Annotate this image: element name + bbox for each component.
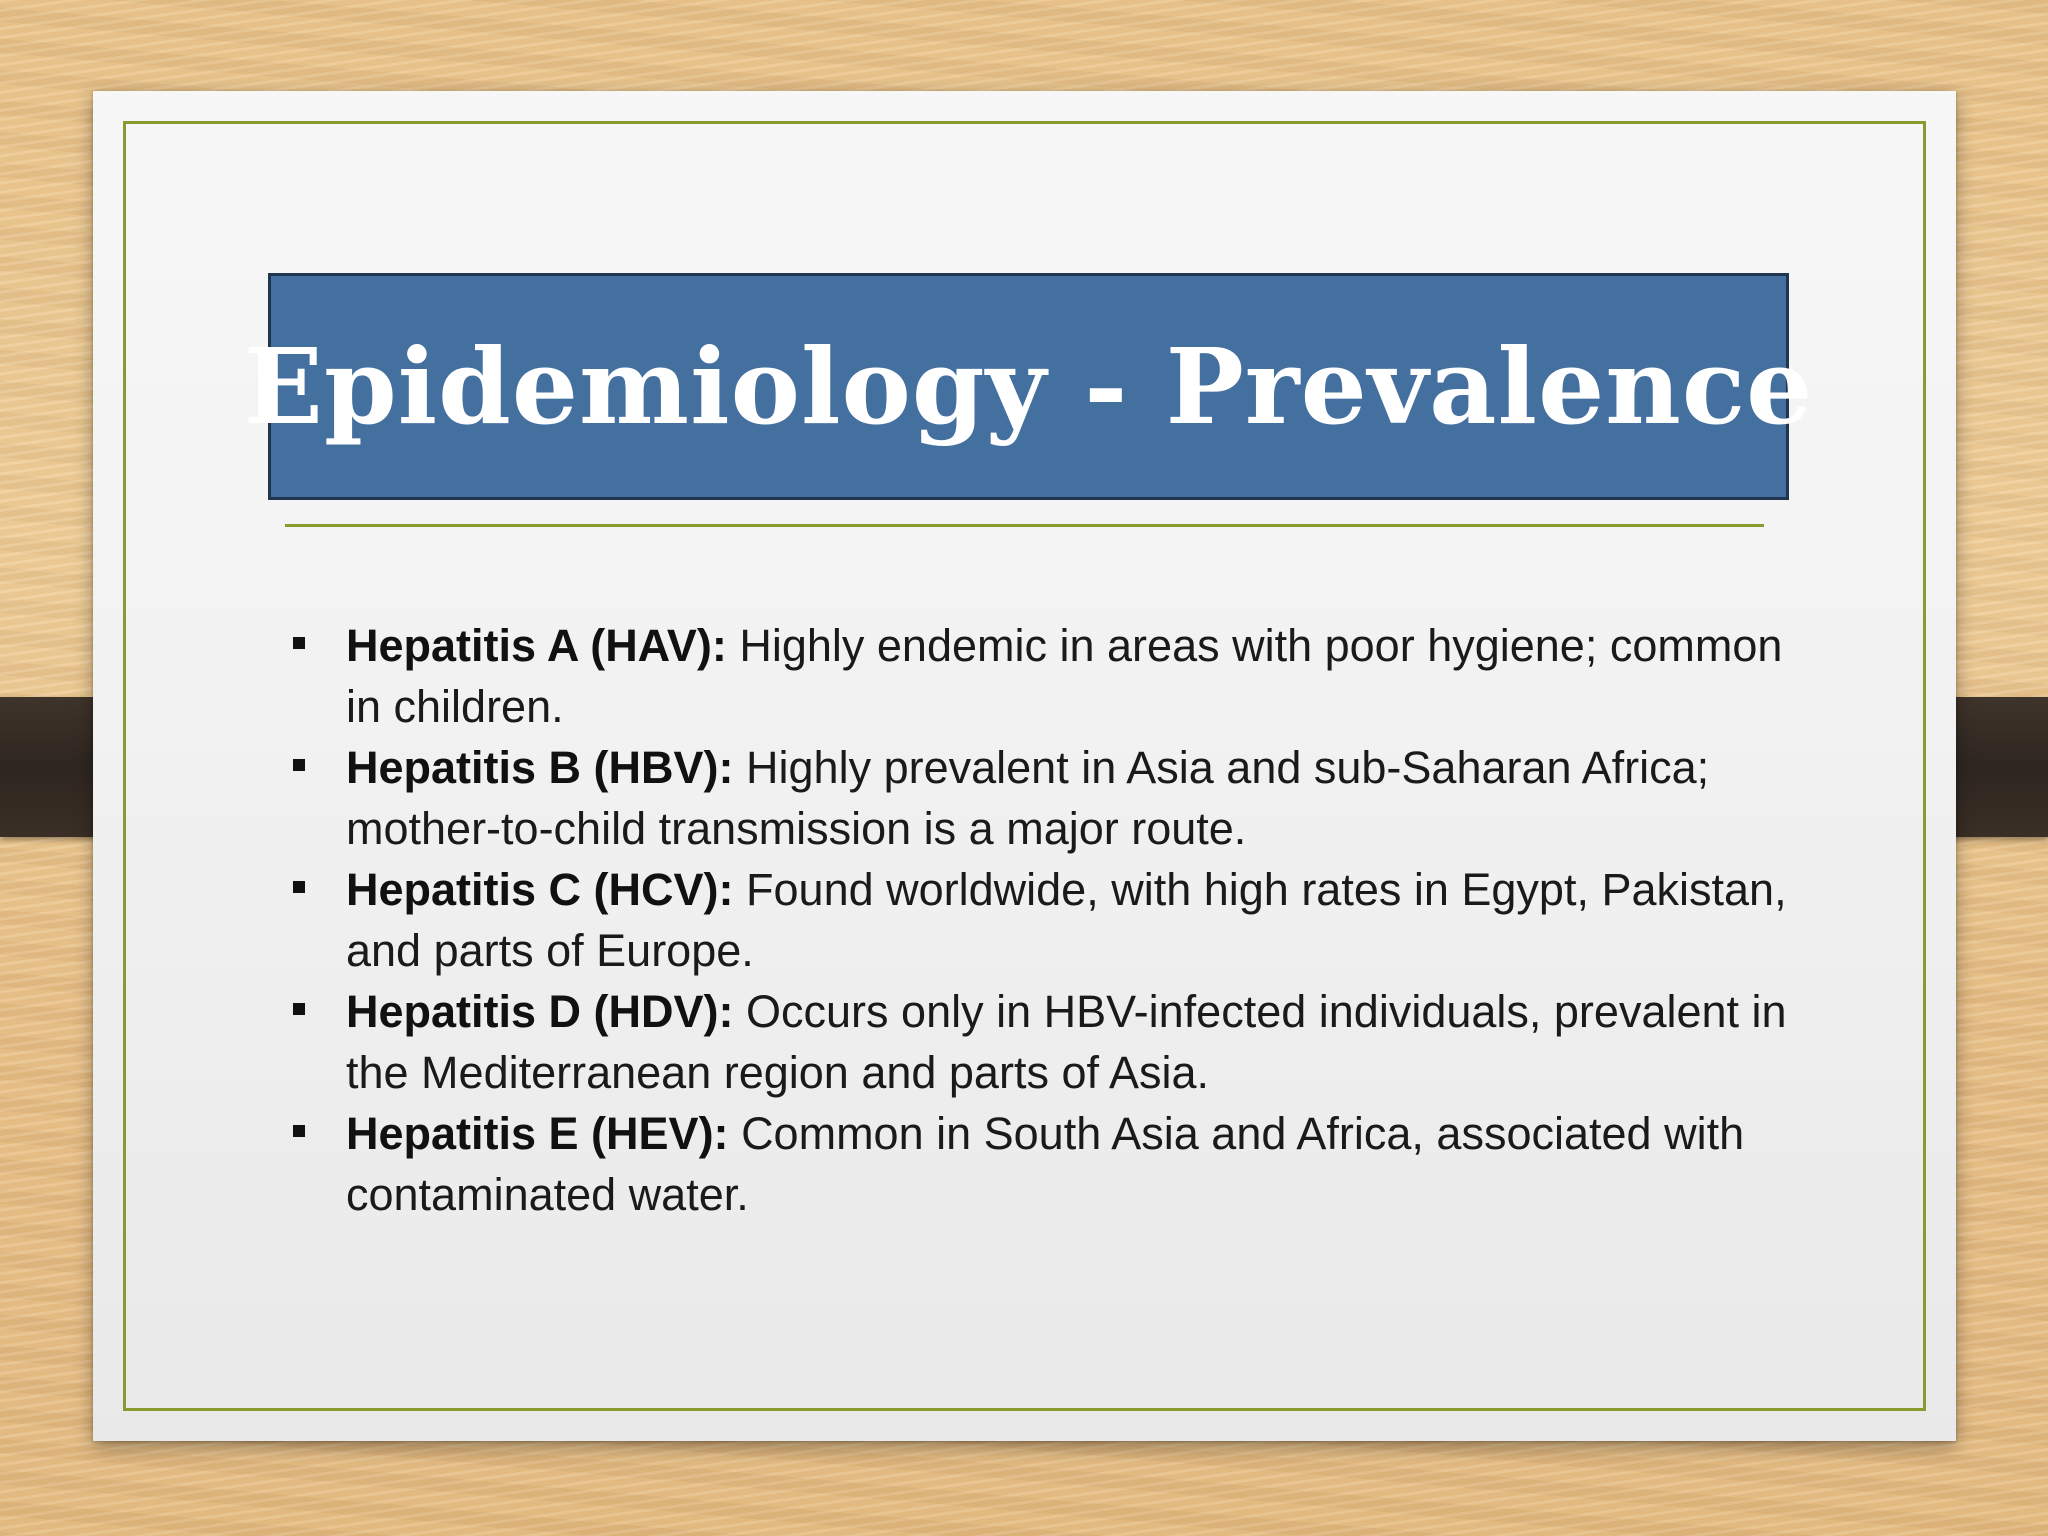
square-bullet-icon xyxy=(293,759,305,771)
title-divider xyxy=(285,524,1764,527)
square-bullet-icon xyxy=(293,637,305,649)
bullet-item-hcv xyxy=(283,859,1803,981)
bullet-term: Hepatitis D (HDV): xyxy=(346,986,734,1037)
bullet-text: Highly endemic in areas with poor hygiene; common in children. xyxy=(346,620,1783,732)
bullet-text: Occurs only in HBV-infected individuals, prevalent in the Mediterranean region and parts of Asia. xyxy=(346,986,1787,1098)
bullet-term: Hepatitis A (HAV): xyxy=(346,620,727,671)
slide-title: Epidemiology - Prevalence xyxy=(243,325,1814,448)
bullet-text: Highly prevalent in Asia and sub-Saharan Africa; mother-to-child transmission is a major route. xyxy=(346,742,1710,854)
square-bullet-icon xyxy=(293,1003,305,1015)
bullet-text: Common in South Asia and Africa, associated with contaminated water. xyxy=(346,1108,1745,1220)
bullet-term: Hepatitis E (HEV): xyxy=(346,1108,729,1159)
bullet-item-hav xyxy=(283,615,1803,737)
bullet-item-hdv xyxy=(283,981,1803,1103)
bullet-term: Hepatitis C (HCV): xyxy=(346,864,734,915)
square-bullet-icon xyxy=(293,881,305,893)
square-bullet-icon xyxy=(293,1125,305,1137)
title-banner xyxy=(243,273,1814,500)
bullet-item-hev xyxy=(283,1103,1803,1225)
bullet-text: Found worldwide, with high rates in Egypt, Pakistan, and parts of Europe. xyxy=(346,864,1787,976)
bullet-item-hbv xyxy=(283,737,1803,859)
bullet-term: Hepatitis B (HBV): xyxy=(346,742,734,793)
bullet-list xyxy=(283,615,1803,1225)
slide xyxy=(93,91,1956,1441)
